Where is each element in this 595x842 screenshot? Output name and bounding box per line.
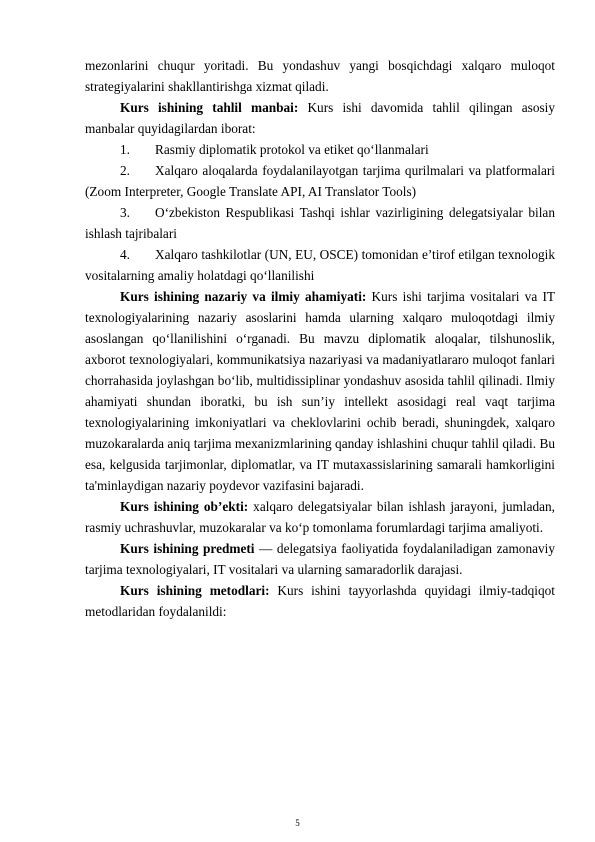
list-item-3 xyxy=(85,202,555,244)
list-item-2 xyxy=(85,160,555,202)
paragraph-object xyxy=(85,496,555,538)
heading-subject: Kurs ishining predmeti xyxy=(120,541,255,556)
heading-significance: Kurs ishining nazariy va ilmiy ahamiyati: xyxy=(120,289,367,304)
list-text: Xalqaro tashkilotlar (UN, EU, OSCE) tomonidan e’tirof etilgan texnologik vositalarning amaliy holatdagi qo‘llanilishi xyxy=(85,247,555,283)
list-text: Rasmiy diplomatik protokol va etiket qo‘llanmalari xyxy=(155,142,429,157)
list-number: 4. xyxy=(120,247,130,262)
page-number: 5 xyxy=(295,818,300,828)
heading-analysis-source: Kurs ishining tahlil manbai: xyxy=(120,100,299,115)
list-item-4 xyxy=(85,244,555,286)
list-item-1 xyxy=(85,139,555,160)
list-number: 3. xyxy=(120,205,130,220)
paragraph-subject xyxy=(85,538,555,580)
paragraph-significance xyxy=(85,286,555,496)
list-number: 2. xyxy=(120,163,130,178)
paragraph-analysis-source xyxy=(85,97,555,139)
text-analysis-source: Kurs ishi davomida tahlil qilingan asosiy manbalar quyidagilardan iborat: xyxy=(85,100,555,136)
paragraph-methods xyxy=(85,580,555,622)
text-methods: Kurs ishini tayyorlashda quyidagi ilmiy-tadqiqot metodlaridan foydalanildi: xyxy=(85,583,555,619)
text-significance: Kurs ishi tarjima vositalari va IT texnologiyalarining nazariy asoslarini hamda ularning xalqaro muloqotdagi ilmiy asoslangan qo‘llanilishini o‘rganadi. Bu mavzu diplomatik aloqalar, tilshunoslik, axborot texnologiyalari, kommunikatsiya nazariyasi va madaniyatlararo muloqot fanlari chorrahasida joylashgan bo‘lib, multidissiplinar yondashuv asosida tahlil qilinadi. Ilmiy ahamiyati shundan iboratki, bu ish sun’iy intellekt asosidagi real vaqt tarjima texnologiyalarining imkoniyatlari va cheklovlarini ochib beradi, shuningdek, xalqaro muzokaralarda aniq tarjima mexanizmlarining qanday ishlashini chuqur tahlil qiladi. Bu esa, kelgusida tarjimonlar, diplomatlar, va IT mutaxassislarining samarali hamkorligini ta'minlaydigan nazariy poydevor vazifasini bajaradi. xyxy=(85,289,555,493)
heading-object: Kurs ishining ob’ekti: xyxy=(120,499,249,514)
text-subject: — delegatsiya faoliyatida foydalaniladigan zamonaviy tarjima texnologiyalari, IT vositalari va ularning samaradorlik darajasi. xyxy=(85,541,555,577)
list-text: Xalqaro aloqalarda foydalanilayotgan tarjima qurilmalari va platformalari (Zoom Interpreter, Google Translate API, AI Translator Tools) xyxy=(85,163,555,199)
text-object: xalqaro delegatsiyalar bilan ishlash jarayoni, jumladan, rasmiy uchrashuvlar, muzokaralar va ko‘p tomonlama forumlardagi tarjima amaliyoti. xyxy=(85,499,555,535)
paragraph-intro: mezonlarini chuqur yoritadi. Bu yondashuv yangi bosqichdagi xalqaro muloqot strategiyalarini shakllantirishga xizmat qiladi. xyxy=(85,58,555,94)
heading-methods: Kurs ishining metodlari: xyxy=(120,583,270,598)
list-number: 1. xyxy=(120,142,130,157)
document-page xyxy=(85,55,555,622)
list-text: O‘zbekiston Respublikasi Tashqi ishlar vazirligining delegatsiyalar bilan ishlash tajribalari xyxy=(85,205,555,241)
